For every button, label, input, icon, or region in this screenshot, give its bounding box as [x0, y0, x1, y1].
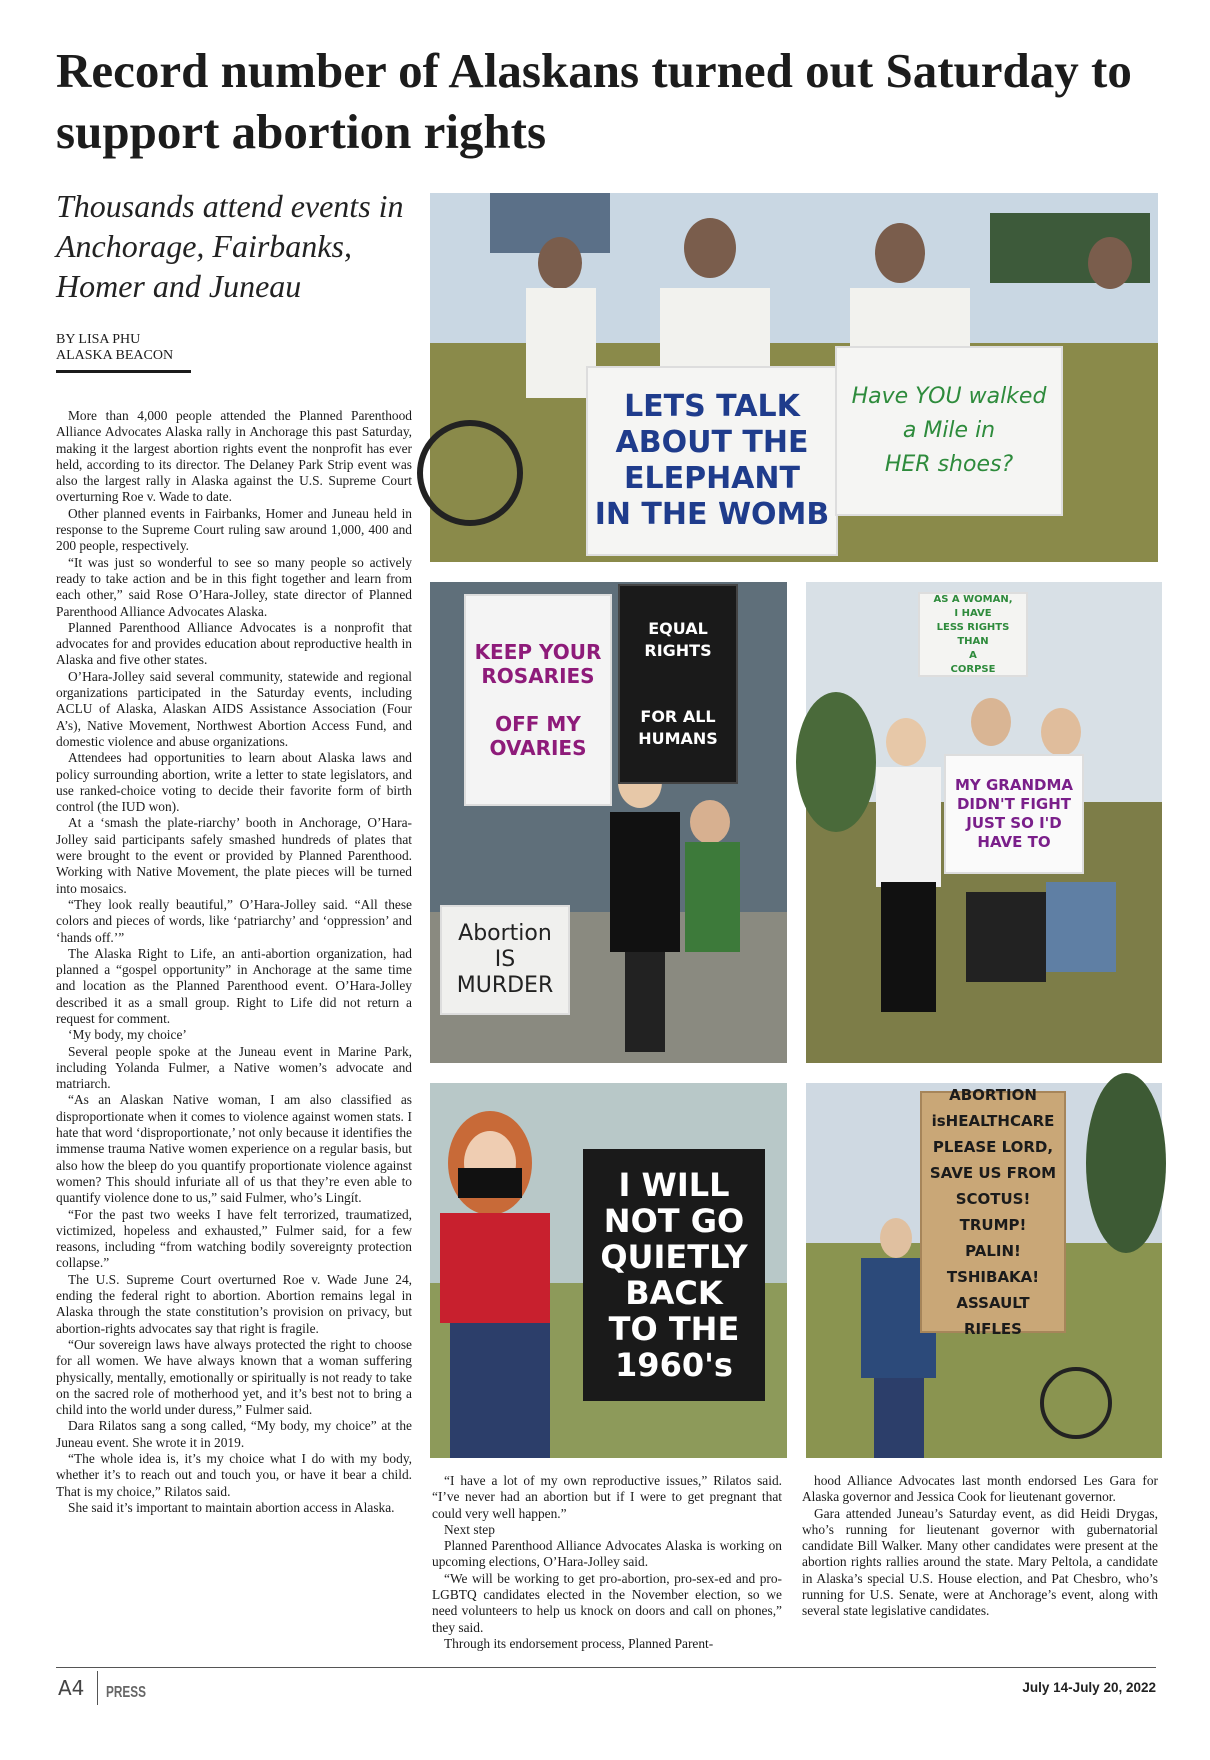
article-column-3 [802, 1473, 1158, 1620]
article-paragraph: Attendees had opportunities to learn about Alaska laws and policy surrounding abortion, write a letter to state legislators, and use ranked-choice voting to decide their favorite form of birth control (the IUD won). [56, 750, 412, 815]
article-paragraph: She said it’s important to maintain abortion access in Alaska. [68, 1499, 395, 1515]
sign-keep-your-rosaries: KEEP YOUR ROSARIES OFF MY OVARIES [464, 594, 612, 806]
page-number: A4 [58, 1676, 85, 1700]
article-paragraph: Dara Rilatos sang a song called, “My body, my choice” at the Juneau event. She wrote it in 2019. [56, 1418, 412, 1450]
article-column-2 [432, 1473, 782, 1652]
byline [56, 332, 191, 373]
article-paragraph: “As an Alaskan Native woman, I am also classified as disproportionate when it comes to violence against women stats. I hate that word ‘disproportionate,’ not only because it identifies the immense trauma Native women experience on a regular basis, but also how the bleep do you quantify proportionate violence against women? This should infuriate all of us that they’re even able to quantify violence done to us,” said Fulmer, who’s Lingít. [56, 1092, 412, 1206]
issue-date: July 14-July 20, 2022 [1022, 1680, 1156, 1695]
photo-grandma-sign [806, 582, 1162, 1063]
byline-outlet: ALASKA BEACON [56, 348, 174, 363]
sign-abortion-is-healthcare: ABORTION isHEALTHCARE PLEASE LORD, SAVE US FROM SCOTUS! TRUMP! PALIN! TSHIBAKA! ASSAULT RIFLES [920, 1091, 1066, 1333]
sign-not-go-quietly: I WILL NOT GO QUIETLY BACK TO THE 1960's [583, 1149, 765, 1401]
article-paragraph: Several people spoke at the Juneau event in Marine Park, including Yolanda Fulmer, a Native women’s advocate and matriarch. [56, 1043, 412, 1092]
article-paragraph: “It was just so wonderful to see so many people so actively ready to take action and be in this fight together and learn from each other,” said Rose O’Hara-Jolley, state director of Planned Parenthood Alliance Advocates Alaska. [56, 554, 412, 619]
article-paragraph: “The whole idea is, it’s my choice what I do with my body, whether it’s to reach out and touch you, or have it bear a child. That is my choice,” Rilatos said. [56, 1451, 412, 1499]
headline: Record number of Alaskans turned out Saturday to support abortion rights [56, 43, 1132, 159]
article-paragraph: “I have a lot of my own reproductive issues,” Rilatos said. “I’ve never had an abortion but if I were to get pregnant that could very well happen.” [432, 1473, 782, 1521]
press-logo [105, 1673, 147, 1705]
sign-as-a-woman: AS A WOMAN, I HAVE LESS RIGHTS THAN A CORPSE [918, 592, 1028, 677]
article-paragraph: “For the past two weeks I have felt terrorized, traumatized, victimized, hopeless and exhausted,” Fulmer said, for a few reasons, including “from watching bodily sovereignty protection collapse.” [56, 1206, 412, 1271]
article-paragraph: At a ‘smash the plate-riarchy’ booth in Anchorage, O’Hara-Jolley said participants safely smashed hundreds of plates that were brought to the event or provided by Planned Parenthood. Working with Native Movement, the plate pieces will be turned into mosaics. [56, 815, 412, 896]
footer-divider [97, 1671, 98, 1705]
article-paragraph: “We will be working to get pro-abortion, pro-sex-ed and pro-LGBTQ candidates elected in the November election, so we need volunteers to help us knock on doors and call on phones,” they said. [432, 1570, 782, 1635]
article-paragraph: Planned Parenthood Alliance Advocates Alaska is working on upcoming elections, O’Hara-Jolley said. [432, 1538, 782, 1570]
sign-my-grandma: MY GRANDMA DIDN'T FIGHT JUST SO I'D HAVE TO [944, 754, 1084, 874]
article-paragraph: The U.S. Supreme Court overturned Roe v. Wade June 24, ending the federal right to abortion. Abortion remains legal in Alaska through the state constitution’s provision on privacy, but abortion-rights advocates say that right is fragile. [56, 1271, 412, 1336]
article-paragraph: Gara attended Juneau’s Saturday event, as did Heidi Drygas, who’s running for lieutenant governor with gubernatorial candidate Bill Walker. Many other candidates were present at the abortion rights rallies around the state. Mary Peltola, a candidate in Alaska’s special U.S. House election, and Pat Chesbro, who’s running for U.S. Senate, were at Anchorage’s event, along with several state legislative candidates. [802, 1505, 1158, 1619]
sign-abortion-is-murder: Abortion IS MURDER [440, 905, 570, 1015]
byline-author: BY LISA PHU [56, 332, 141, 347]
sign-elephant-in-the-womb: LETS TALK ABOUT THE ELEPHANT IN THE WOMB [586, 366, 838, 556]
article-paragraph: More than 4,000 people attended the Planned Parenthood Alliance Advocates Alaska rally in Anchorage this past Saturday, making it the largest abortion rights event the nonprofit has ever held, according to its director. The Delaney Park Strip event was also the largest rally in Alaska against the U.S. Supreme Court overturning Roe v. Wade to date. [56, 408, 412, 505]
footer-rule [56, 1667, 1156, 1668]
photo-abortion-is-healthcare [806, 1083, 1162, 1458]
photo-rally-anchorage [430, 193, 1158, 562]
article-paragraph: The Alaska Right to Life, an anti-abortion organization, had planned a “gospel opportunity” in Anchorage at the same time and location as the Planned Parenthood event. O’Hara-Jolley described it as a small group. Right to Life did not return a request for comment. [56, 945, 412, 1026]
deck-subheadline: Thousands attend events in Anchorage, Fairbanks, Homer and Juneau [56, 188, 404, 304]
photo-signs-counterprotest [430, 582, 787, 1063]
sign-equal-rights: EQUAL RIGHTS FOR ALL HUMANS [618, 584, 738, 784]
article-paragraph: Other planned events in Fairbanks, Homer and Juneau held in response to the Supreme Court ruling saw around 1,000, 400 and 200 people, respectively. [56, 505, 412, 554]
article-paragraph: ‘My body, my choice’ [68, 1027, 187, 1043]
article-paragraph: Planned Parenthood Alliance Advocates is a nonprofit that advocates for and provides education about reproductive health in Alaska and five other states. [56, 619, 412, 668]
article-paragraph: Through its endorsement process, Planned Parent- [444, 1635, 714, 1651]
article-paragraph: Next step [444, 1521, 495, 1537]
article-paragraph: hood Alliance Advocates last month endorsed Les Gara for Alaska governor and Jessica Cook for lieutenant governor. [802, 1473, 1158, 1505]
svg-text:PRESS: PRESS [106, 1684, 147, 1701]
article-column-1 [56, 408, 412, 1516]
article-paragraph: “They look really beautiful,” O’Hara-Jolley said. “All these colors and pieces of words, like ‘patriarchy’ and ‘oppression’ and ‘hands off.’” [56, 896, 412, 945]
photo-not-go-quietly [430, 1083, 787, 1458]
article-paragraph: O’Hara-Jolley said several community, statewide and regional organizations participated in the Saturday events, including ACLU of Alaska, Alaskan AIDS Assistance Association (Four A’s), Native Movement, Northwest Abortion Access Fund, and domestic violence and abuse organizations. [56, 668, 412, 749]
sign-have-you-walked: Have YOU walked a Mile in HER shoes? [835, 346, 1063, 516]
article-paragraph: “Our sovereign laws have always protected the right to choose for all women. We have always known that a woman suffering physically, mentally, emotionally or spiritually is not ready to take on the sacred role of motherhood yet, and it’s best not to bring a child into the world under duress,” Fulmer said. [56, 1336, 412, 1418]
